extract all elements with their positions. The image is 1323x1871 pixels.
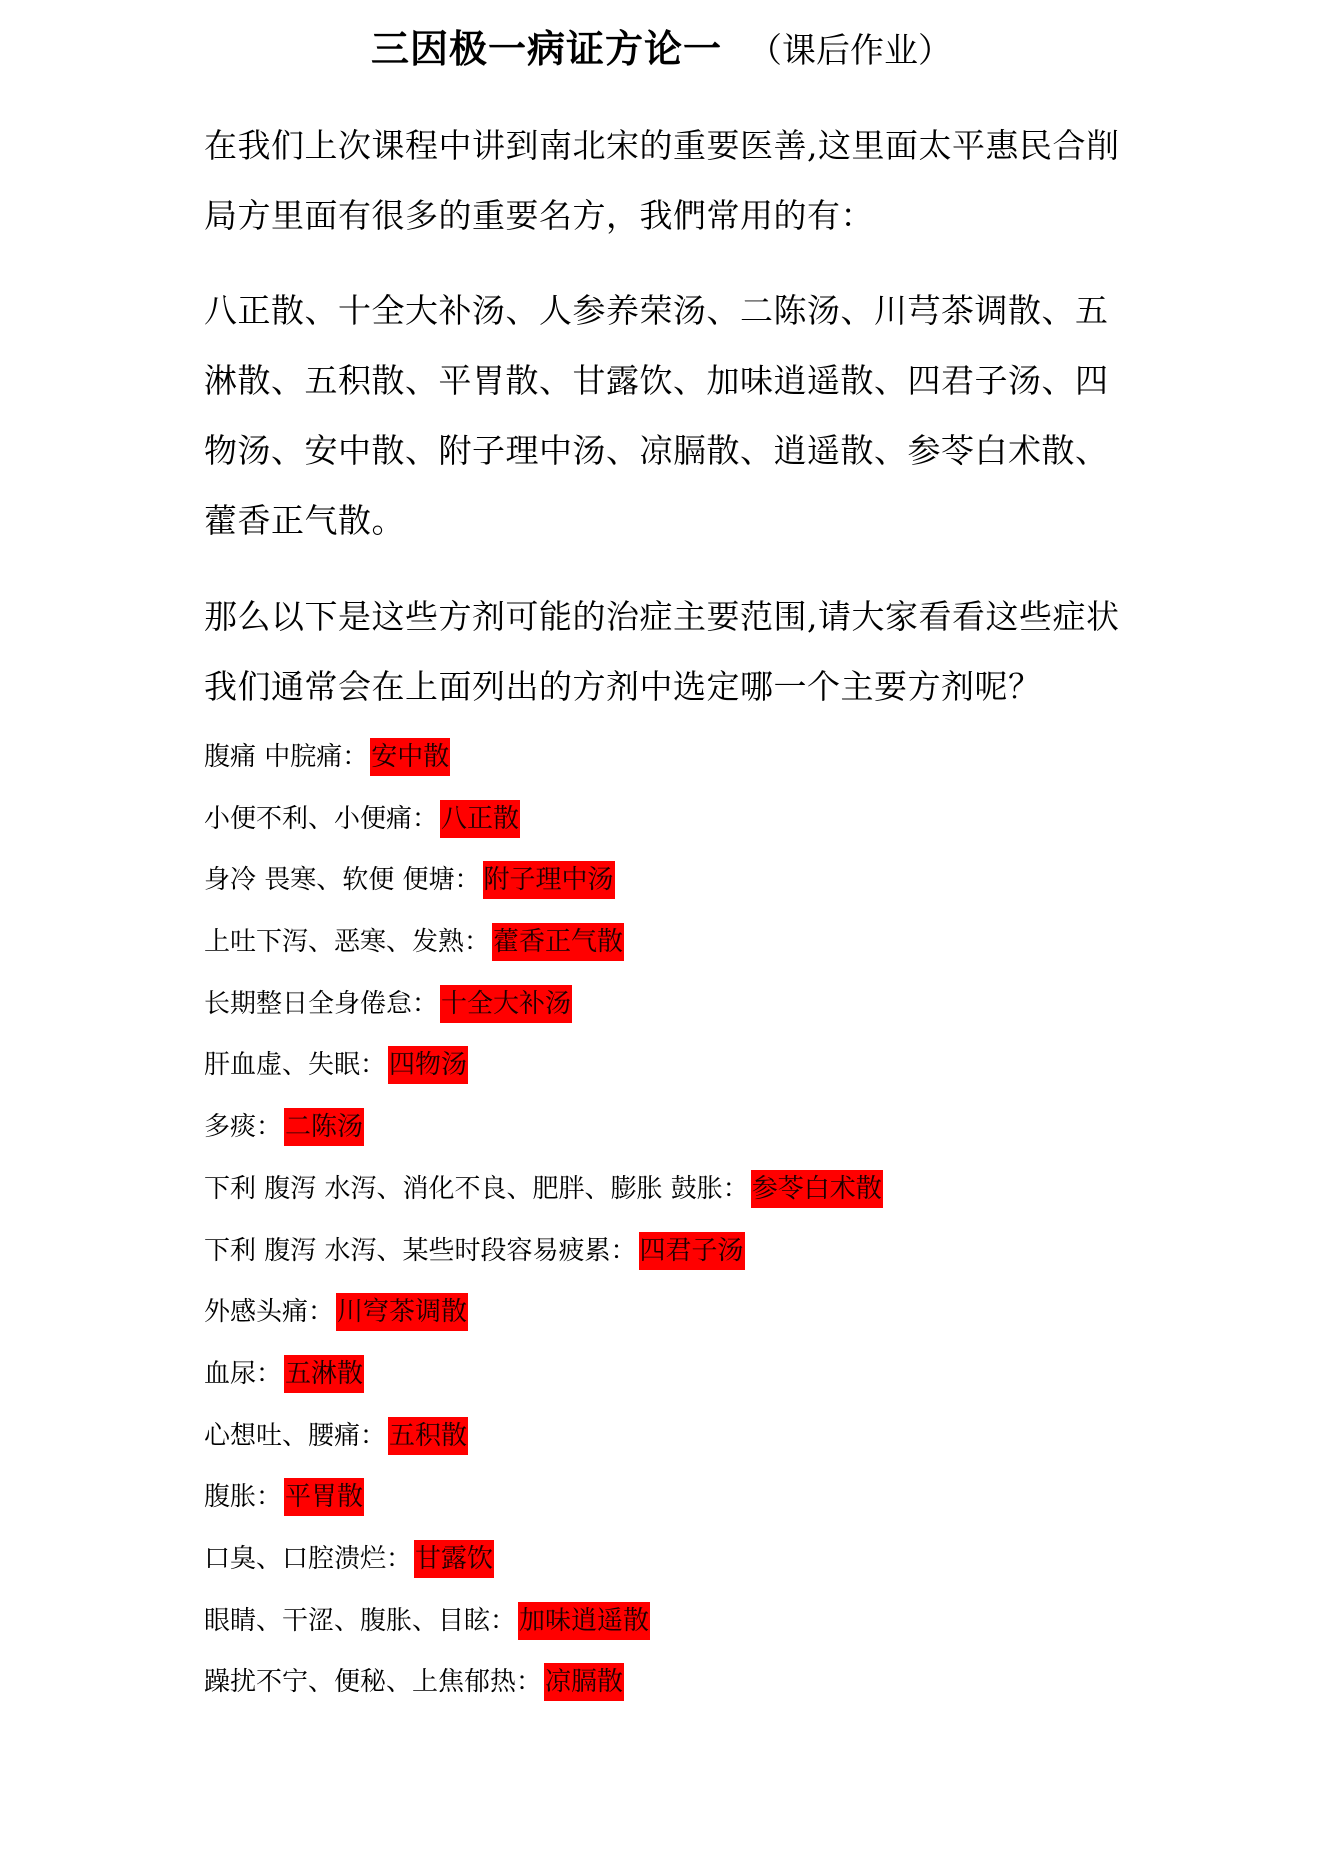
symptom-row [204,923,1134,985]
symptom-text: 小便不利、小便痛： [204,803,439,834]
symptom-text: 下利 腹泻 水泻、某些时段容易疲累： [204,1235,637,1266]
symptom-row [204,861,1134,923]
symptom-text: 上吐下泻、恶寒、发熟： [204,927,491,958]
symptom-row [204,738,1134,800]
formula-answer-highlight: 五积散 [388,1417,468,1455]
formula-answer-highlight: 加味逍遥散 [518,1602,650,1640]
title-subtitle: （课后作业） [748,31,952,71]
symptom-row [204,1046,1134,1108]
symptom-text: 腹胀： [204,1482,283,1513]
symptom-text: 下利 腹泻 水泻、消化不良、肥胖、膨胀 鼓胀： [204,1173,749,1204]
symptom-row [204,1355,1134,1417]
symptom-row [204,1663,1134,1725]
formula-list-paragraph: 八正散、十全大补汤、人参养荣汤、二陈汤、川芎茶调散、五淋散、五积散、平胃散、甘露饮、加味逍遥散、四君子汤、四物汤、安中散、附子理中汤、凉膈散、逍遥散、参苓白术散、藿香正气散。 [204,291,1109,540]
formula-answer-highlight: 二陈汤 [284,1108,364,1146]
question-paragraph: 那么以下是这些方剂可能的治症主要范围,请大家看看这些症状我们通常会在上面列出的方剂中选定哪一个主要方剂呢？ [204,597,1120,706]
formula-answer-highlight: 川穹茶调散 [336,1293,468,1331]
formula-answer-highlight: 四君子汤 [639,1232,745,1270]
symptom-row [204,985,1134,1047]
symptom-row [204,1478,1134,1540]
symptom-text: 长期整日全身倦怠： [204,988,439,1019]
formula-answer-highlight: 五淋散 [284,1355,364,1393]
symptom-text: 口臭、口腔溃烂： [204,1543,413,1574]
symptom-text: 多痰： [204,1112,283,1143]
symptom-text: 心想吐、腰痛： [204,1420,387,1451]
symptom-row [204,800,1134,862]
formula-answer-highlight: 甘露饮 [414,1540,494,1578]
formula-answer-highlight: 参苓白术散 [751,1170,883,1208]
symptom-text: 肝血虚、失眠： [204,1050,387,1081]
formula-answer-highlight: 安中散 [370,738,450,776]
formula-answer-highlight: 附子理中汤 [483,861,615,899]
symptom-text: 外感头痛： [204,1297,335,1328]
symptom-row [204,1602,1134,1664]
symptom-row [204,1108,1134,1170]
symptom-formula-list [204,738,1134,1725]
formula-answer-highlight: 藿香正气散 [492,923,624,961]
formula-answer-highlight: 平胃散 [284,1478,364,1516]
symptom-row [204,1540,1134,1602]
document-title [0,18,1323,73]
symptom-text: 身冷 畏寒、软便 便塘： [204,865,481,896]
symptom-text: 腹痛 中脘痛： [204,742,369,772]
symptom-text: 躁扰不宁、便秘、上焦郁热： [204,1667,543,1698]
symptom-text: 血尿： [204,1358,283,1389]
intro-paragraph: 在我们上次课程中讲到南北宋的重要医善,这里面太平惠民合削局方里面有很多的重要名方，我們常用的有： [204,126,1120,235]
formula-answer-highlight: 凉膈散 [544,1663,624,1701]
formula-answer-highlight: 四物汤 [388,1046,468,1084]
symptom-row [204,1417,1134,1479]
formula-answer-highlight: 八正散 [440,800,520,838]
symptom-row [204,1293,1134,1355]
symptom-text: 眼睛、干涩、腹胀、目眩： [204,1605,517,1636]
formula-answer-highlight: 十全大补汤 [440,985,572,1023]
symptom-row [204,1232,1134,1294]
symptom-row [204,1170,1134,1232]
title-main: 三因极一病证方论一 [370,26,722,71]
